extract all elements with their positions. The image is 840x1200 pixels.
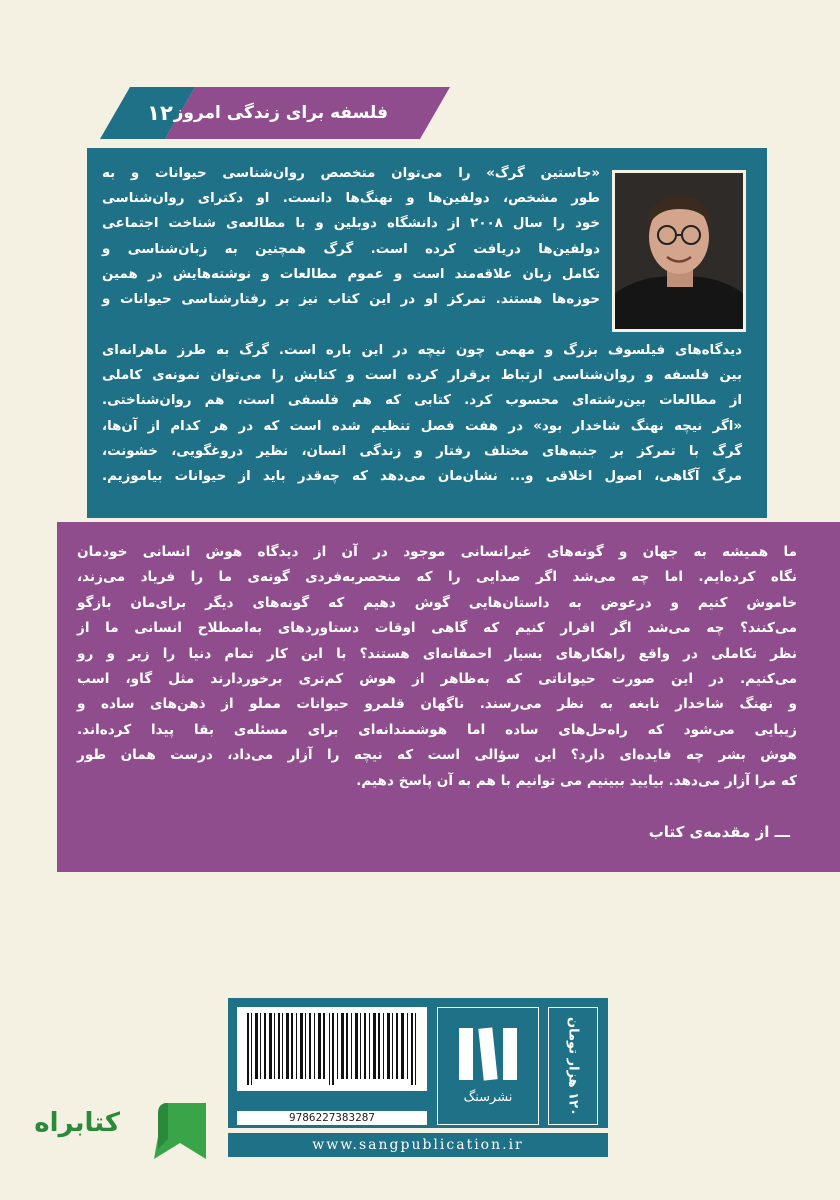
text-line: تکامل زبان علاقه‌مند است و عموم مطالعات و نوشته‌هایش در همین [102,266,600,282]
text-line: می‌کنیم. در این صورت حیواناتی که به‌ظاهر از هوش کم‌تری برخوردارند مثل گاو، اسب [77,671,797,688]
text-line: مرگ آگاهی، اصول اخلاقی و... نشان‌مان می‌دهد که چه‌قدر باید از حیوانات بیاموزیم. [102,469,742,485]
excerpt-source: ـــ از مقدمه‌ی کتاب [648,823,790,841]
text-line: حوزه‌ها هستند. تمرکز او در این کتاب نیز بر رفتارشناسی حیوانات و [102,292,600,308]
text-line: که مرا آزار می‌دهد. بیایید ببینیم می توانیم با هم به آن پاسخ دهیم. [356,772,797,789]
series-title: فلسفه برای زندگی امروز [173,103,388,123]
text-line: بین فلسفه و روان‌شناسی ارتباط برقرار کرده است و کتابش را می‌توان نمونه‌ی کاملی [102,368,742,384]
text-line: دولفین‌ها دریافت کرده است. گرگ همچنین به زبان‌شناسی و [102,241,600,257]
text-line: طور مشخص، دولفین‌ها و نهنگ‌ها دانست. او دکترای روان‌شناسی [102,191,600,207]
text-line: زیبایی می‌شود که راه‌حل‌های ساده اما هوشمندانه‌ای برای مسئله‌ی بقا پیدا کرده‌اند. [77,721,797,738]
excerpt-text [77,540,797,794]
text-line: «اگر نیچه نهنگ شاخدار بود» در هفت فصل تنظیم شده است که در هر کدام از آن‌ها، [102,418,742,434]
barcode [237,1007,427,1091]
about-text-bottom [102,338,742,489]
text-line: ما همیشه به جهان و گونه‌های غیرانسانی موجود در آن از دیدگاه هوش انسانی خودمان [77,544,797,560]
price: ۱۲۰ هزار تومان [565,1016,581,1116]
series-banner [100,87,450,139]
text-line: و نهنگ شاخدار نابغه به نظر می‌رسند. ناگهان قلمرو حیوانات مملو از ذهن‌های ساده و [77,696,797,713]
text-line: خاموش کنیم و درعوض به داستان‌هایی گوش دهیم که گونه‌های دیگر برای‌مان بازگو [77,594,797,611]
text-line: دیدگاه‌های فیلسوف بزرگ و مهمی چون نیچه در این باره است. گرگ به طرز ماهرانه‌ای [102,343,742,358]
text-line: خود را سال ۲۰۰۸ از دانشگاه دوبلین و با مطالعه‌ی شناخت اجتماعی [102,216,600,232]
text-line: گرگ با تمرکز بر جنبه‌های مختلف رفتار و زندگی انسان، نظیر دروغگویی، خشونت، [102,443,742,459]
isbn-number: 9786227383287 [237,1111,427,1125]
bookmark-logo-icon [118,1099,210,1167]
publisher-website: www.sangpublication.ir [312,1137,524,1153]
publisher-logo-icon [455,1020,521,1090]
store-logo-text: کتابراه [34,1108,120,1138]
text-line: «جاستین گرگ» را می‌توان متخصص روان‌شناسی حیوانات و به [102,166,600,181]
about-text-top [102,161,600,312]
text-line: نظر تکاملی در واقع راهکارهای بسیار احمقانه‌ای هستند؟ با این کار تمام دنیا را زیر و رو [77,645,797,662]
publisher-name: نشرسنگ [463,1090,513,1105]
text-line: نگاه کرده‌ایم. اما چه می‌شد اگر صدایی را که منحصربه‌فردی گونه‌ی ما را فریاد می‌زند، [77,569,797,586]
text-line: می‌کنند؟ چه می‌شد اگر اقرار کنیم که گاهی اوقات دستاوردهای به‌اصطلاح انسانی ما از [77,620,797,637]
text-line: از مطالعات بین‌رشته‌ای محسوب کرد. کتابی که هم فلسفی است، هم روان‌شناختی. [102,393,742,409]
author-photo [612,170,746,332]
text-line: هوش بشر چه فایده‌ای دارد؟ این سؤالی است که نیچه را آزار می‌داد، درست همان طور [77,747,797,764]
series-number: ۱۲ [147,101,173,125]
